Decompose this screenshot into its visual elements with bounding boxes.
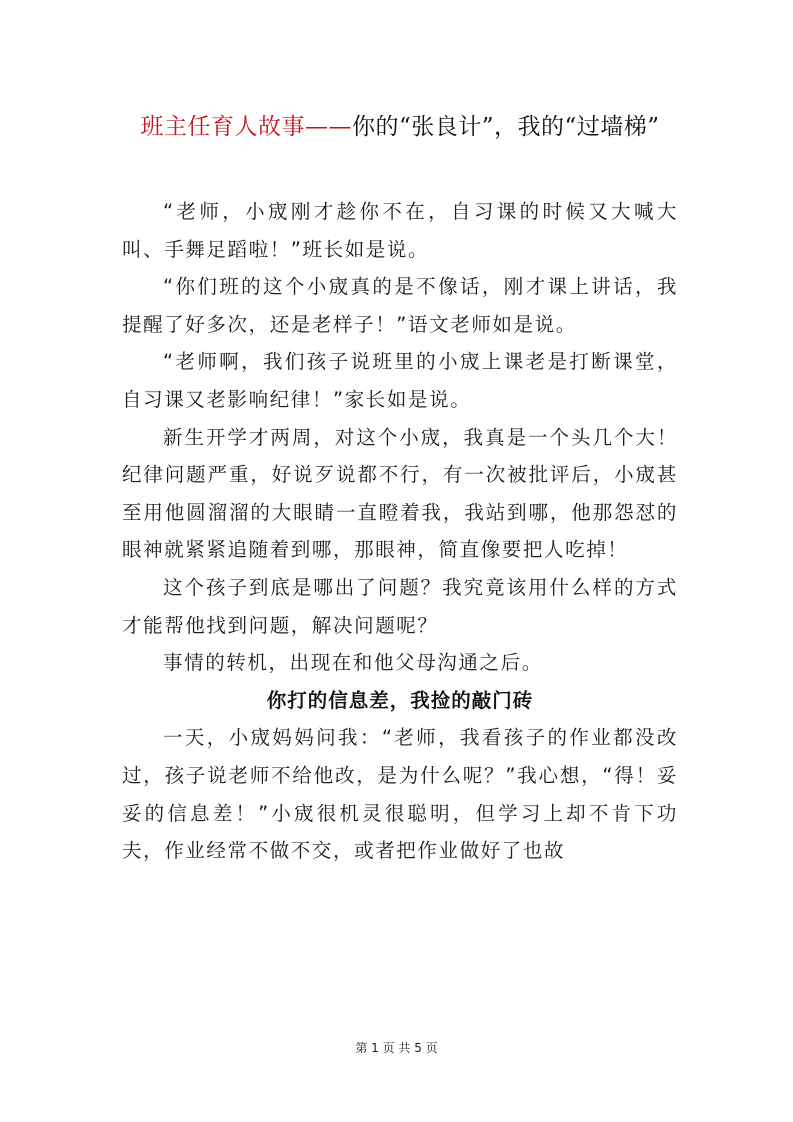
title-red-part: 班主任育人故事: [140, 114, 305, 140]
paragraph: 新生开学才两周，对这个小宬，我真是一个头几个大！纪律问题严重，好说歹说都不行，有一次被批评后，小宬甚至用他圆溜溜的大眼睛一直瞪着我，我站到哪，他那怨怼的眼神就紧紧追随着到哪，那眼神，简直像要把人吃掉！: [122, 425, 678, 562]
paragraph: “你们班的这个小宬真的是不像话，刚才课上讲话，我提醒了好多次，还是老样子！”语文老师如是说。: [122, 275, 678, 336]
document-title: [122, 108, 678, 146]
title-dash: ——: [304, 114, 352, 140]
paragraph: 一天，小宬妈妈问我：“老师，我看孩子的作业都没改过，孩子说老师不给他改，是为什么呢？”我心想，“得！妥妥的信息差！”小宬很机灵很聪明，但学习上却不肯下功夫，作业经常不做不交，或者把作业做好了也故: [122, 726, 678, 863]
title-black-part: 你的“张良计”，我的“过墙梯”: [351, 114, 660, 140]
paragraph: “老师啊，我们孩子说班里的小宬上课老是打断课堂，自习课又老影响纪律！”家长如是说。: [122, 350, 678, 411]
document-body: [122, 193, 678, 870]
paragraph: 这个孩子到底是哪出了问题？我究竟该用什么样的方式才能帮他找到问题，解决问题呢？: [122, 575, 678, 637]
paragraph: 事情的转机，出现在和他父母沟通之后。: [163, 651, 543, 675]
page-footer: 第 1 页 共 5 页: [355, 1041, 438, 1055]
section-heading: 你打的信息差，我捡的敲门砖: [266, 688, 534, 712]
paragraph: “老师，小宬刚才趁你不在，自习课的时候又大喊大叫、手舞足蹈啦！”班长如是说。: [122, 200, 678, 261]
